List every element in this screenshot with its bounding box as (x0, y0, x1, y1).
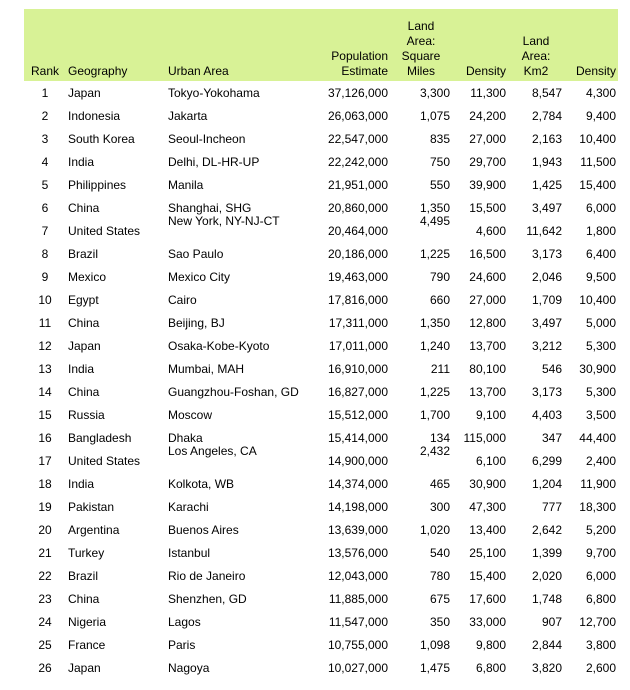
cell-density-sq-mi: 80,100 (469, 361, 506, 376)
cell-land-sq-mi-text: 4,495 (419, 214, 450, 228)
cell-urban-area: Beijing, BJ (168, 315, 225, 330)
cell-density-km2: 6,000 (585, 200, 616, 215)
table-row (24, 472, 618, 495)
cell-population: 14,374,000 (327, 476, 388, 491)
table-row (24, 127, 618, 150)
cell-density-sq-mi: 33,000 (469, 614, 506, 629)
cell-urban-area: Istanbul (168, 545, 211, 560)
table-row (24, 104, 618, 127)
cell-density-km2: 2,400 (585, 453, 616, 468)
cell-land-km2: 1,204 (531, 476, 562, 491)
table-row (24, 311, 618, 334)
cell-density-sq-mi: 13,400 (469, 522, 506, 537)
cell-geography: Russia (68, 407, 105, 422)
cell-geography: France (68, 637, 106, 652)
cell-land-sq-mi: 750 (429, 154, 450, 169)
cell-geography: United States (68, 453, 141, 468)
cell-land-km2: 3,212 (531, 338, 562, 353)
cell-land-km2: 546 (541, 361, 562, 376)
cell-land-km2: 3,497 (531, 200, 562, 215)
cell-density-sq-mi: 12,800 (469, 315, 506, 330)
cell-population: 16,910,000 (327, 361, 388, 376)
cell-land-sq-mi: 300 (429, 499, 450, 514)
table-row (24, 265, 618, 288)
cell-density-km2: 5,000 (585, 315, 616, 330)
cell-density-km2: 9,400 (585, 108, 616, 123)
cell-urban-area: Guangzhou-Foshan, GD (168, 384, 299, 399)
header-row (24, 9, 618, 81)
cell-land-km2: 2,844 (531, 637, 562, 652)
cell-rank: 11 (38, 315, 52, 330)
cell-land-sq-mi-text: 2,432 (419, 444, 450, 458)
cell-population: 11,885,000 (328, 591, 388, 606)
cell-urban-area: Delhi, DL-HR-UP (168, 154, 260, 169)
cell-geography: China (68, 315, 100, 330)
cell-rank: 21 (38, 545, 52, 560)
header-rank: Rank (30, 64, 59, 78)
cell-density-sq-mi: 13,700 (469, 338, 506, 353)
header-population-estimate (300, 9, 390, 81)
cell-density-km2: 30,900 (579, 361, 616, 376)
cell-density-sq-mi: 27,000 (469, 292, 506, 307)
table-row (24, 564, 618, 587)
cell-density-km2: 6,400 (585, 246, 616, 261)
cell-density-km2: 18,300 (579, 499, 616, 514)
cell-population: 22,242,000 (327, 154, 388, 169)
cell-density-km2: 9,700 (585, 545, 616, 560)
cell-land-sq-mi: 1,020 (419, 522, 450, 537)
cell-urban-area-text: New York, NY-NJ-CT (168, 214, 280, 228)
cell-rank: 16 (38, 430, 52, 445)
cell-density-sq-mi: 47,300 (469, 499, 506, 514)
cell-geography: India (68, 154, 95, 169)
cell-urban-area: Rio de Janeiro (168, 568, 246, 583)
cell-population: 12,043,000 (327, 568, 388, 583)
table-row (24, 541, 618, 564)
cell-density-km2: 10,400 (579, 131, 616, 146)
table-row (24, 518, 618, 541)
cell-population: 11,547,000 (328, 614, 388, 629)
cell-urban-area: Karachi (168, 499, 209, 514)
cell-population: 13,576,000 (327, 545, 388, 560)
cell-geography: China (68, 591, 100, 606)
cell-rank: 22 (38, 568, 52, 583)
cell-geography: Japan (68, 338, 101, 353)
table-row (24, 288, 618, 311)
cell-geography: Brazil (68, 568, 99, 583)
cell-density-km2: 15,400 (579, 177, 616, 192)
cell-geography: Nigeria (68, 614, 107, 629)
cell-urban-area: Lagos (168, 614, 201, 629)
cell-density-km2: 11,500 (580, 154, 616, 169)
cell-geography: United States (68, 223, 141, 238)
cell-land-sq-mi: 675 (429, 591, 450, 606)
cell-land-km2: 1,425 (531, 177, 562, 192)
cell-urban-area: Cairo (168, 292, 197, 307)
cell-density-sq-mi: 16,500 (469, 246, 506, 261)
header-density-per-sq-mi: Density (465, 64, 506, 78)
cell-rank: 18 (38, 476, 52, 491)
cell-land-sq-mi: 1,225 (419, 246, 450, 261)
table-row (24, 173, 618, 196)
cell-land-km2: 3,173 (531, 246, 562, 261)
cell-land-sq-mi: 1,350 (419, 315, 450, 330)
cell-land-km2: 3,497 (531, 315, 562, 330)
cell-rank: 24 (38, 614, 52, 629)
cell-rank: 17 (38, 453, 52, 468)
cell-urban-area: Mexico City (168, 269, 231, 284)
cell-land-km2: 777 (541, 499, 562, 514)
cell-geography: Egypt (68, 292, 99, 307)
cell-density-sq-mi: 11,300 (470, 85, 506, 100)
header-land-area-square-miles (390, 9, 452, 81)
header-population-line-2: Estimate (341, 64, 388, 78)
cell-population: 15,414,000 (327, 430, 388, 445)
cell-rank: 12 (38, 338, 52, 353)
cell-density-sq-mi: 6,800 (475, 660, 506, 675)
header-land-area-km2 (508, 9, 564, 81)
header-land-sq-mi-line-2: Square (401, 49, 441, 63)
cell-density-km2: 3,500 (585, 407, 616, 422)
cell-population: 17,311,000 (328, 315, 388, 330)
urban-areas-table (24, 9, 618, 679)
cell-density-sq-mi: 29,700 (469, 154, 506, 169)
cell-land-km2: 1,709 (531, 292, 562, 307)
cell-land-sq-mi: 1,475 (419, 660, 450, 675)
cell-land-sq-mi: 1,075 (419, 108, 450, 123)
cell-urban-area: Osaka-Kobe-Kyoto (168, 338, 270, 353)
cell-density-km2: 4,300 (585, 85, 616, 100)
cell-density-km2: 5,300 (585, 338, 616, 353)
cell-land-km2: 2,163 (531, 131, 562, 146)
cell-geography: Argentina (68, 522, 120, 537)
cell-population: 20,860,000 (327, 200, 388, 215)
cell-density-sq-mi: 9,100 (475, 407, 506, 422)
cell-land-sq-mi: 350 (429, 614, 450, 629)
cell-land-km2: 2,642 (531, 522, 562, 537)
cell-density-sq-mi: 24,200 (469, 108, 506, 123)
cell-population: 16,827,000 (327, 384, 388, 399)
cell-land-km2: 1,748 (531, 591, 562, 606)
cell-land-sq-mi: 1,700 (419, 407, 450, 422)
cell-population: 21,951,000 (327, 177, 388, 192)
cell-urban-area: Moscow (168, 407, 213, 422)
cell-land-sq-mi: 550 (429, 177, 450, 192)
cell-density-sq-mi: 6,100 (475, 453, 506, 468)
cell-land-km2: 1,399 (531, 545, 562, 560)
cell-urban-area: Nagoya (168, 660, 210, 675)
cell-geography: Brazil (68, 246, 99, 261)
cell-rank: 4 (41, 154, 49, 169)
cell-density-km2: 6,800 (585, 591, 616, 606)
cell-land-sq-mi: 780 (429, 568, 450, 583)
table-row (24, 610, 618, 633)
cell-land-km2: 8,547 (531, 85, 562, 100)
cell-land-sq-mi: 3,300 (419, 85, 450, 100)
cell-land-sq-mi: 540 (429, 545, 450, 560)
cell-urban-area: Kolkota, WB (168, 476, 235, 491)
cell-land-sq-mi: 1,098 (419, 637, 450, 652)
cell-urban-area-text: Los Angeles, CA (168, 444, 257, 458)
cell-rank: 23 (38, 591, 52, 606)
cell-geography: India (68, 361, 95, 376)
cell-population: 19,463,000 (327, 269, 388, 284)
header-land-km2-line-2: Area: (521, 49, 551, 63)
cell-density-sq-mi: 25,100 (469, 545, 506, 560)
cell-geography: Japan (68, 85, 101, 100)
cell-land-sq-mi: 1,350 (419, 200, 450, 215)
cell-population: 13,639,000 (327, 522, 388, 537)
cell-geography: Bangladesh (68, 430, 132, 445)
cell-land-sq-mi (390, 214, 452, 242)
cell-urban-area: Shanghai, SHG (168, 200, 252, 215)
cell-land-km2: 2,020 (531, 568, 562, 583)
cell-rank: 26 (38, 660, 52, 675)
cell-land-km2: 2,046 (531, 269, 562, 284)
cell-rank: 9 (41, 269, 49, 284)
header-density-per-km2: Density (575, 64, 616, 78)
cell-population: 37,126,000 (327, 85, 388, 100)
cell-land-km2: 2,784 (531, 108, 562, 123)
urban-areas-table-container (24, 9, 618, 679)
table-row (24, 656, 618, 679)
header-land-sq-mi-line-1: Land Area: (406, 19, 436, 48)
table-body (24, 81, 618, 679)
header-population-line-1: Population (331, 49, 388, 63)
cell-rank: 2 (41, 108, 49, 123)
table-row (24, 449, 618, 472)
cell-geography: China (68, 384, 100, 399)
cell-geography: South Korea (68, 131, 135, 146)
cell-land-sq-mi: 465 (429, 476, 450, 491)
cell-density-sq-mi: 13,700 (469, 384, 506, 399)
cell-density-km2: 2,600 (585, 660, 616, 675)
cell-land-sq-mi: 134 (429, 430, 450, 445)
cell-urban-area: Jakarta (168, 108, 208, 123)
cell-geography: India (68, 476, 95, 491)
cell-population: 10,755,000 (327, 637, 388, 652)
cell-land-km2: 3,173 (531, 384, 562, 399)
cell-geography: Pakistan (68, 499, 115, 514)
table-row (24, 81, 618, 104)
cell-geography: Philippines (68, 177, 127, 192)
cell-land-km2: 11,642 (526, 223, 562, 238)
cell-density-km2: 10,400 (579, 292, 616, 307)
cell-population: 20,464,000 (327, 223, 388, 238)
table-row (24, 380, 618, 403)
table-row (24, 633, 618, 656)
cell-density-sq-mi: 4,600 (475, 223, 506, 238)
header-land-sq-mi-line-3: Miles (406, 64, 435, 78)
cell-density-sq-mi: 9,800 (475, 637, 506, 652)
cell-rank: 20 (38, 522, 52, 537)
cell-density-km2: 3,800 (585, 637, 616, 652)
cell-population: 15,512,000 (327, 407, 388, 422)
cell-urban-area: Manila (168, 177, 204, 192)
cell-land-km2: 347 (541, 430, 562, 445)
cell-rank: 15 (38, 407, 52, 422)
cell-geography: Turkey (68, 545, 105, 560)
cell-rank: 7 (41, 223, 49, 238)
cell-land-km2: 3,820 (531, 660, 562, 675)
cell-density-sq-mi: 115,000 (463, 430, 506, 445)
cell-density-sq-mi: 27,000 (469, 131, 506, 146)
table-row (24, 150, 618, 173)
cell-land-sq-mi: 211 (430, 361, 450, 376)
cell-population: 14,198,000 (327, 499, 388, 514)
cell-density-sq-mi: 15,400 (469, 568, 506, 583)
cell-urban-area: Sao Paulo (168, 246, 224, 261)
cell-density-sq-mi: 39,900 (469, 177, 506, 192)
cell-rank: 13 (38, 361, 52, 376)
cell-geography: China (68, 200, 100, 215)
cell-population: 17,816,000 (327, 292, 388, 307)
cell-rank: 25 (38, 637, 52, 652)
cell-geography: Indonesia (68, 108, 121, 123)
cell-rank: 6 (41, 200, 49, 215)
cell-density-sq-mi: 30,900 (469, 476, 506, 491)
cell-urban-area: Buenos Aires (168, 522, 239, 537)
header-land-km2-line-1: Land (522, 34, 550, 48)
cell-rank: 5 (41, 177, 49, 192)
cell-rank: 3 (41, 131, 49, 146)
table-row (24, 587, 618, 610)
cell-density-km2: 6,000 (585, 568, 616, 583)
cell-geography: Mexico (68, 269, 107, 284)
cell-urban-area: Tokyo-Yokohama (168, 85, 260, 100)
cell-density-sq-mi: 24,600 (469, 269, 506, 284)
cell-population: 26,063,000 (327, 108, 388, 123)
cell-density-km2: 5,200 (585, 522, 616, 537)
cell-urban-area (166, 444, 300, 472)
table-row (24, 403, 618, 426)
cell-geography: Japan (68, 660, 101, 675)
table-row (24, 196, 618, 219)
cell-land-sq-mi: 660 (429, 292, 450, 307)
cell-population: 17,011,000 (328, 338, 388, 353)
header-geography: Geography (68, 64, 128, 78)
table-row (24, 495, 618, 518)
cell-rank: 1 (41, 85, 49, 100)
cell-density-km2: 9,500 (585, 269, 616, 284)
cell-land-km2: 6,299 (531, 453, 562, 468)
cell-density-km2: 11,900 (580, 476, 616, 491)
header-land-km2-line-3: Km2 (523, 64, 549, 78)
cell-urban-area: Dhaka (168, 430, 203, 445)
table-row (24, 242, 618, 265)
cell-urban-area (166, 214, 300, 242)
cell-land-sq-mi: 835 (429, 131, 450, 146)
cell-land-sq-mi (390, 444, 452, 472)
cell-land-km2: 907 (541, 614, 562, 629)
cell-population: 22,547,000 (327, 131, 388, 146)
cell-rank: 14 (38, 384, 52, 399)
cell-rank: 19 (38, 499, 52, 514)
cell-density-km2: 44,400 (579, 430, 616, 445)
cell-density-km2: 12,700 (579, 614, 616, 629)
table-row (24, 334, 618, 357)
cell-density-km2: 1,800 (585, 223, 616, 238)
cell-land-km2: 1,943 (531, 154, 562, 169)
cell-density-km2: 5,300 (585, 384, 616, 399)
header-urban-area: Urban Area (168, 64, 229, 78)
cell-density-sq-mi: 15,500 (469, 200, 506, 215)
cell-urban-area: Seoul-Incheon (168, 131, 246, 146)
table-row (24, 219, 618, 242)
table-row (24, 357, 618, 380)
cell-population: 10,027,000 (327, 660, 388, 675)
cell-rank: 8 (41, 246, 49, 261)
cell-population: 20,186,000 (327, 246, 388, 261)
cell-rank: 10 (38, 292, 52, 307)
cell-urban-area: Shenzhen, GD (168, 591, 247, 606)
cell-land-sq-mi: 1,225 (419, 384, 450, 399)
cell-land-sq-mi: 790 (429, 269, 450, 284)
table-row (24, 426, 618, 449)
cell-urban-area: Paris (168, 637, 196, 652)
cell-density-sq-mi: 17,600 (469, 591, 506, 606)
cell-land-sq-mi: 1,240 (419, 338, 450, 353)
cell-population: 14,900,000 (327, 453, 388, 468)
cell-urban-area: Mumbai, MAH (168, 361, 245, 376)
cell-land-km2: 4,403 (531, 407, 562, 422)
